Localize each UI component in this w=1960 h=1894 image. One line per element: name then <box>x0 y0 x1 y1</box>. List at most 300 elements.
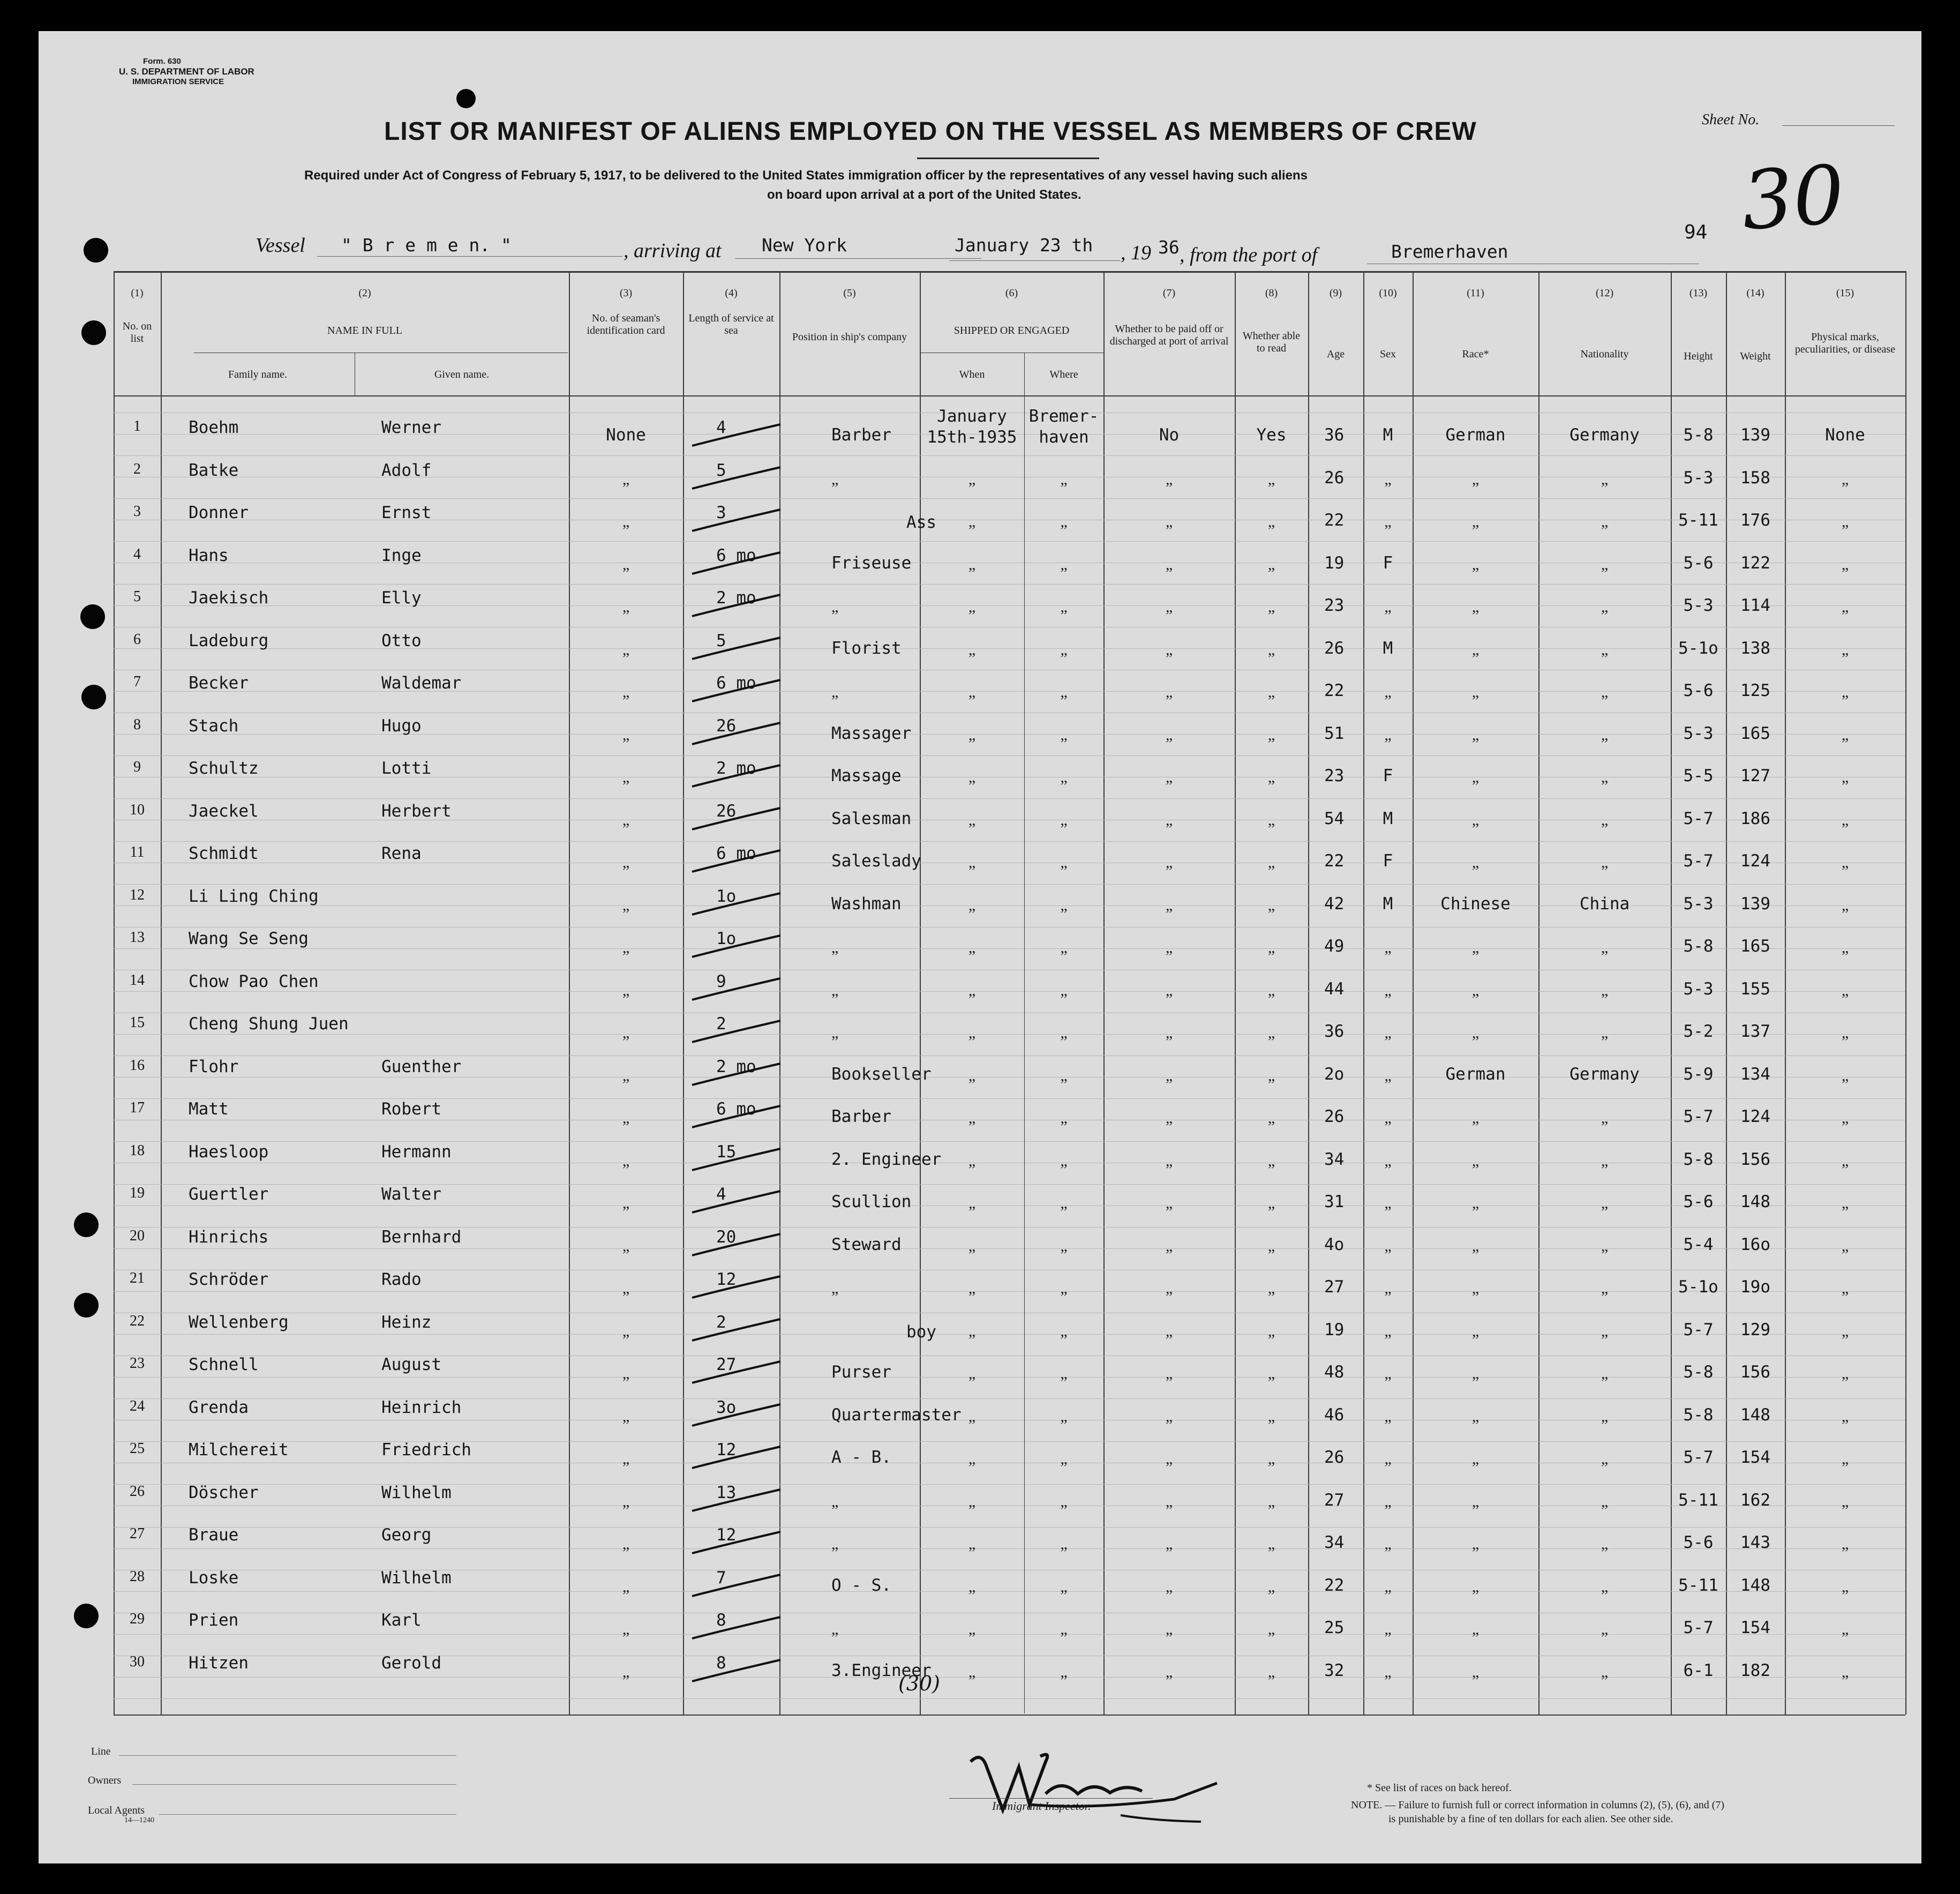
cell-service: 8 <box>716 1611 726 1630</box>
ditto-mark: „ <box>1060 1024 1068 1042</box>
ditto-mark: „ <box>1601 1407 1609 1425</box>
ditto-mark: „ <box>622 683 630 701</box>
cell-position: O - S. <box>831 1575 891 1595</box>
cell-weight: 165 <box>1740 937 1770 956</box>
cell-race: German <box>1445 1064 1506 1084</box>
cell-no: 15 <box>130 1014 145 1031</box>
ditto-mark: „ <box>1841 1620 1849 1638</box>
cell-age: 48 <box>1324 1363 1345 1382</box>
ditto-mark: „ <box>1384 1663 1392 1681</box>
service-strike-mark <box>681 590 788 623</box>
ditto-mark: „ <box>1165 1577 1173 1596</box>
column-number: (2) <box>358 287 371 299</box>
cell-when: January 15th-1935 <box>927 407 1017 447</box>
subtitle-line-2: on board upon arrival at a port of the United States. <box>767 188 1082 202</box>
service-strike-mark <box>681 1613 788 1645</box>
cell-no: 13 <box>130 929 145 946</box>
cell-race: German <box>1445 425 1506 445</box>
ditto-mark: „ <box>1601 1237 1609 1255</box>
ditto-mark: „ <box>1267 1450 1275 1468</box>
ditto-mark: „ <box>622 1407 630 1425</box>
ditto-mark: „ <box>1060 1365 1068 1382</box>
cell-service: 7 <box>716 1568 726 1588</box>
cell-age: 26 <box>1324 638 1345 658</box>
ditto-mark: „ <box>1471 1279 1480 1297</box>
ditto-mark: „ <box>1165 1109 1173 1127</box>
cell-given: Ernst <box>381 503 432 522</box>
manifest-sheet <box>39 31 1921 1863</box>
ditto-mark: „ <box>1841 1450 1849 1468</box>
ditto-mark: „ <box>968 470 976 488</box>
column-divider <box>161 271 162 1715</box>
ditto-mark: „ <box>1267 1663 1275 1681</box>
cell-height: 5-2 <box>1683 1022 1714 1041</box>
cell-age: 36 <box>1324 1022 1345 1041</box>
row-rule <box>114 498 1905 499</box>
cell-age: 26 <box>1324 1448 1345 1467</box>
cell-no: 21 <box>130 1270 145 1286</box>
cell-position: Scullion <box>831 1192 912 1211</box>
ditto-mark: „ <box>1601 1322 1609 1340</box>
ditto-mark: „ <box>622 1194 630 1212</box>
ditto-mark: „ <box>1471 1450 1480 1468</box>
column-subheader: Where <box>1049 369 1078 380</box>
ditto-mark: „ <box>1841 1365 1849 1382</box>
cell-no: 24 <box>130 1397 145 1414</box>
cell-family: Flohr <box>189 1057 239 1076</box>
ditto-mark: „ <box>1165 598 1173 616</box>
cell-height: 6-1 <box>1683 1660 1714 1680</box>
ditto-mark: „ <box>1841 1577 1849 1596</box>
cell-weight: 155 <box>1740 979 1770 999</box>
ditto-mark: „ <box>968 1194 976 1212</box>
ditto-mark: „ <box>1060 768 1068 786</box>
cell-age: 27 <box>1324 1277 1345 1297</box>
ditto-mark: „ <box>622 513 630 530</box>
cell-no: 17 <box>130 1099 145 1116</box>
cell-height: 5-7 <box>1683 808 1714 828</box>
cell-marks: None <box>1825 425 1865 445</box>
ditto-mark: „ <box>1165 1066 1173 1084</box>
vessel-label: Vessel <box>256 234 305 257</box>
cell-weight: 156 <box>1740 1149 1770 1169</box>
cell-given: Otto <box>381 631 422 650</box>
ditto-mark: „ <box>1471 1407 1480 1425</box>
cell-position: A - B. <box>831 1448 891 1467</box>
cell-no: 22 <box>130 1312 145 1329</box>
cell-no: 1 <box>133 418 141 435</box>
ditto-mark: „ <box>831 939 839 956</box>
cell-no: 30 <box>130 1653 145 1670</box>
ditto-mark: „ <box>1267 1577 1275 1596</box>
ditto-mark: „ <box>1471 1322 1480 1340</box>
cell-given: Friedrich <box>381 1440 471 1459</box>
cell-given: Wilhelm <box>381 1483 452 1502</box>
ditto-mark: „ <box>1384 1066 1392 1084</box>
cell-weight: 122 <box>1740 553 1770 573</box>
cell-service: 3o <box>716 1397 737 1417</box>
cell-height: 5-8 <box>1683 1149 1714 1169</box>
ditto-mark: „ <box>968 1066 976 1084</box>
ditto-mark: „ <box>1601 1194 1609 1212</box>
ditto-mark: „ <box>1267 1492 1275 1510</box>
column-header: Whether to be paid off or discharged at port of arrival <box>1109 323 1229 347</box>
form-number: Form. 630 <box>143 57 181 66</box>
ditto-mark: „ <box>1601 939 1609 956</box>
ditto-mark: „ <box>1165 811 1173 829</box>
cell-given: August <box>381 1355 441 1374</box>
cell-age: 22 <box>1324 1575 1345 1595</box>
ditto-mark: „ <box>1267 470 1275 488</box>
ditto-mark: „ <box>1060 640 1068 658</box>
ditto-mark: „ <box>1384 1322 1392 1340</box>
cell-given: Gerold <box>381 1653 441 1673</box>
punch-hole <box>74 1293 99 1317</box>
ditto-mark: „ <box>1471 1365 1480 1382</box>
ditto-mark: „ <box>1060 1663 1068 1681</box>
ditto-mark: „ <box>1841 1535 1849 1553</box>
cell-service: 4 <box>716 1185 726 1204</box>
column-number: (10) <box>1379 287 1397 299</box>
ditto-mark: „ <box>1267 555 1275 573</box>
row-rule <box>114 584 1905 585</box>
cell-position: 3.Engineer <box>831 1660 932 1680</box>
row-rule <box>114 841 1905 842</box>
ditto-mark: „ <box>1841 1237 1849 1255</box>
row-rule <box>114 455 1905 456</box>
ditto-mark: „ <box>1601 1365 1609 1382</box>
ditto-mark: „ <box>1384 1279 1392 1297</box>
service-strike-mark <box>681 1397 788 1432</box>
ditto-mark: „ <box>1601 725 1609 744</box>
cell-no: 6 <box>133 631 141 648</box>
ditto-mark: „ <box>622 555 630 573</box>
ditto-mark: „ <box>1601 470 1609 488</box>
cell-family: Jaeckel <box>189 801 259 821</box>
cell-age: 26 <box>1324 468 1345 488</box>
cell-family: Wang Se Seng <box>189 929 309 948</box>
cell-age: 23 <box>1324 596 1345 615</box>
ditto-mark: „ <box>1384 513 1392 530</box>
ditto-mark: „ <box>968 555 976 573</box>
ditto-mark: „ <box>622 1109 630 1127</box>
ditto-mark: „ <box>1841 1492 1849 1510</box>
cell-family: Haesloop <box>189 1142 269 1162</box>
ditto-mark: „ <box>1165 854 1173 871</box>
ditto-mark: „ <box>831 470 839 488</box>
row-rule <box>114 1055 1905 1056</box>
cell-height: 5-8 <box>1683 425 1714 445</box>
ditto-mark: „ <box>831 598 839 616</box>
service-strike-mark <box>681 1528 788 1560</box>
ditto-mark: „ <box>968 513 976 530</box>
ditto-mark: „ <box>622 1322 630 1340</box>
cell-no: 12 <box>130 886 145 903</box>
service-strike-mark <box>681 971 788 1006</box>
total-count: (30) <box>898 1672 941 1695</box>
department-name: U. S. DEPARTMENT OF LABOR <box>119 66 254 77</box>
ditto-mark: „ <box>1471 1237 1480 1255</box>
service-strike-mark <box>681 1102 788 1134</box>
column-header: Age <box>1326 348 1345 360</box>
cell-height: 5-7 <box>1683 1618 1714 1637</box>
ditto-mark: „ <box>1060 896 1068 914</box>
cell-height: 5-4 <box>1683 1234 1714 1254</box>
ditto-mark: „ <box>1841 1024 1849 1042</box>
ditto-mark: „ <box>1267 1535 1275 1553</box>
ditto-mark: „ <box>1841 683 1849 701</box>
ditto-mark: „ <box>1267 725 1275 744</box>
table-bottom-border <box>114 1715 1905 1716</box>
cell-height: 5-6 <box>1683 1192 1714 1211</box>
cell-height: 5-7 <box>1683 1107 1714 1126</box>
column-header: Sex <box>1380 348 1396 360</box>
ditto-mark: „ <box>1384 1450 1392 1468</box>
ditto-mark: „ <box>1384 683 1392 701</box>
cell-family: Li Ling Ching <box>189 886 319 906</box>
ditto-mark: „ <box>622 981 630 999</box>
ditto-mark: „ <box>622 896 630 914</box>
cell-family: Chow Pao Chen <box>189 971 319 991</box>
ditto-mark: „ <box>1601 1620 1609 1638</box>
cell-paid: No <box>1159 425 1180 445</box>
cell-given: Werner <box>381 418 441 437</box>
punch-hole <box>74 1212 99 1237</box>
ditto-mark: „ <box>1060 598 1068 616</box>
ditto-mark: „ <box>968 1577 976 1596</box>
ditto-mark: „ <box>1601 981 1609 999</box>
cell-age: 19 <box>1324 1320 1345 1339</box>
subtitle-line-1: Required under Act of Congress of February 5, 1917, to be delivered to the United States immigration officer by the representatives of any vessel having such aliens <box>304 168 1308 183</box>
ditto-mark: „ <box>968 1109 976 1127</box>
cell-no: 20 <box>130 1227 145 1244</box>
ditto-mark: „ <box>622 1066 630 1084</box>
ditto-mark: „ <box>1384 981 1392 999</box>
cell-service: 12 <box>716 1270 737 1289</box>
cell-age: 32 <box>1324 1660 1345 1680</box>
cell-service: 2 mo <box>716 759 756 778</box>
column-subheader: Given name. <box>434 369 490 380</box>
cell-weight: 158 <box>1740 468 1770 488</box>
ditto-mark: „ <box>1165 768 1173 786</box>
column-number: (6) <box>1005 287 1018 299</box>
ditto-mark: „ <box>1060 470 1068 488</box>
ditto-mark: „ <box>968 1492 976 1510</box>
cell-given: Heinz <box>381 1312 432 1332</box>
penalty-note-line-1: NOTE. — Failure to furnish full or correct information in columns (2), (5), (6), and (7) <box>1351 1799 1725 1811</box>
cell-height: 5-9 <box>1683 1064 1714 1084</box>
cell-age: 36 <box>1324 425 1345 445</box>
cell-weight: 148 <box>1740 1405 1770 1425</box>
cell-age: 25 <box>1324 1618 1345 1637</box>
punch-hole <box>74 1604 99 1628</box>
cell-position: Quartermaster <box>831 1405 962 1425</box>
cell-given: Herbert <box>381 801 452 821</box>
ditto-mark: „ <box>1471 768 1480 786</box>
ditto-mark: „ <box>1841 811 1849 829</box>
cell-family: Hitzen <box>189 1653 249 1673</box>
cell-age: 54 <box>1324 808 1345 828</box>
column-number: (8) <box>1265 287 1278 299</box>
column-header: Physical marks, peculiarities, or disease <box>1794 331 1896 355</box>
ditto-mark: „ <box>1841 1322 1849 1340</box>
service-strike-mark <box>681 1272 788 1304</box>
row-rule <box>114 1098 1905 1099</box>
service-strike-mark <box>681 633 788 665</box>
cell-position: Ass <box>906 513 936 532</box>
ditto-mark: „ <box>1471 1194 1480 1212</box>
ditto-mark: „ <box>1841 513 1849 530</box>
column-header: No. on list <box>122 320 152 345</box>
column-divider <box>1308 271 1309 1715</box>
ditto-mark: „ <box>1601 513 1609 530</box>
ditto-mark: „ <box>1601 1577 1609 1596</box>
ditto-mark: „ <box>1471 640 1480 658</box>
ditto-mark: „ <box>1165 640 1173 658</box>
ditto-mark: „ <box>968 683 976 701</box>
ditto-mark: „ <box>1165 981 1173 999</box>
owners-underline <box>132 1784 456 1785</box>
arrival-port: New York <box>762 235 847 256</box>
service-strike-mark <box>681 1570 788 1603</box>
ditto-mark: „ <box>1841 1407 1849 1425</box>
cell-height: 5-6 <box>1683 681 1714 700</box>
cell-family: Batke <box>189 460 239 480</box>
cell-height: 5-8 <box>1683 1363 1714 1382</box>
punch-hole <box>84 238 108 263</box>
cell-age: 23 <box>1324 766 1345 785</box>
column-number: (15) <box>1836 287 1854 299</box>
cell-given: Adolf <box>381 460 432 480</box>
ditto-mark: „ <box>1471 1535 1480 1553</box>
cell-no: 26 <box>130 1483 145 1500</box>
column-number: (1) <box>131 287 144 299</box>
ditto-mark: „ <box>1384 1194 1392 1212</box>
cell-family: Guertler <box>189 1185 269 1204</box>
cell-weight: 154 <box>1740 1618 1770 1637</box>
page-mark: 94 <box>1684 221 1708 243</box>
cell-height: 5-11 <box>1678 1490 1718 1510</box>
inspector-label: Immigrant Inspector. <box>992 1799 1091 1813</box>
cell-service: 9 <box>716 971 726 991</box>
column-header: Position in ship's company <box>792 331 907 343</box>
ditto-mark: „ <box>1384 1365 1392 1382</box>
ditto-mark: „ <box>1060 513 1068 530</box>
ditto-mark: „ <box>968 1024 976 1042</box>
cell-nationality: Germany <box>1569 425 1640 445</box>
ditto-mark: „ <box>622 640 630 658</box>
cell-weight: 182 <box>1740 1660 1770 1680</box>
ditto-mark: „ <box>1267 768 1275 786</box>
ditto-mark: „ <box>622 1535 630 1553</box>
cell-position: Friseuse <box>831 553 912 573</box>
service-strike-mark <box>681 1144 788 1177</box>
service-strike-mark <box>681 676 788 708</box>
sheet-number-underline <box>1782 125 1895 126</box>
cell-weight: 137 <box>1740 1022 1770 1041</box>
cell-age: 27 <box>1324 1490 1345 1510</box>
column-header: NAME IN FULL <box>327 325 402 336</box>
ditto-mark: „ <box>1267 1620 1275 1638</box>
service-strike-mark <box>681 1187 788 1219</box>
cell-height: 5-6 <box>1683 1533 1714 1552</box>
ditto-mark: „ <box>968 896 976 914</box>
ditto-mark: „ <box>622 470 630 488</box>
ditto-mark: „ <box>1384 1620 1392 1638</box>
cell-sex: M <box>1383 638 1393 658</box>
service-strike-mark <box>681 886 788 921</box>
ditto-mark: „ <box>1267 1194 1275 1212</box>
ditto-mark: „ <box>968 981 976 999</box>
ditto-mark: „ <box>1165 683 1173 701</box>
column-number: (7) <box>1162 287 1176 299</box>
cell-weight: 156 <box>1740 1363 1770 1382</box>
cell-family: Wellenberg <box>189 1312 289 1332</box>
cell-no: 16 <box>130 1057 145 1074</box>
cell-family: Hans <box>189 545 229 565</box>
ditto-mark: „ <box>1384 470 1392 488</box>
ditto-mark: „ <box>622 1365 630 1382</box>
ditto-mark: „ <box>1471 1024 1480 1042</box>
ditto-mark: „ <box>1601 640 1609 658</box>
ditto-mark: „ <box>968 1407 976 1425</box>
cell-sex: M <box>1383 808 1393 828</box>
cell-service: 26 <box>716 801 737 821</box>
ditto-mark: „ <box>1841 1279 1849 1297</box>
cell-weight: 127 <box>1740 766 1770 785</box>
ditto-mark: „ <box>968 640 976 658</box>
cell-age: 49 <box>1324 937 1345 956</box>
cell-service: 6 mo <box>716 1099 756 1119</box>
ditto-mark: „ <box>1471 939 1480 956</box>
cell-sex: F <box>1383 766 1393 785</box>
cell-service: 4 <box>716 418 726 437</box>
cell-family: Grenda <box>189 1397 249 1417</box>
races-note: * See list of races on back hereof. <box>1367 1782 1512 1794</box>
ditto-mark: „ <box>1060 1279 1068 1297</box>
ditto-mark: „ <box>1384 1024 1392 1042</box>
ditto-mark: „ <box>1267 1322 1275 1340</box>
from-port: Bremerhaven <box>1391 241 1508 262</box>
service-strike-mark <box>681 761 788 793</box>
service-strike-mark <box>681 420 788 452</box>
cell-weight: 165 <box>1740 723 1770 743</box>
cell-no: 18 <box>130 1142 145 1159</box>
penalty-note-line-2: is punishable by a fine of ten dollars for each alien. See other side. <box>1388 1813 1673 1825</box>
ditto-mark: „ <box>1060 1535 1068 1553</box>
ditto-mark: „ <box>1060 1322 1068 1340</box>
ditto-mark: „ <box>968 1620 976 1638</box>
service-strike-mark <box>681 460 788 495</box>
ditto-mark: „ <box>1841 939 1849 956</box>
ditto-mark: „ <box>1471 470 1480 488</box>
ditto-mark: „ <box>622 1620 630 1638</box>
cell-no: 7 <box>133 673 141 690</box>
cell-age: 34 <box>1324 1149 1345 1169</box>
ditto-mark: „ <box>622 1237 630 1255</box>
cell-service: 1o <box>716 886 737 906</box>
ditto-mark: „ <box>1601 1535 1609 1553</box>
ditto-mark: „ <box>1267 981 1275 999</box>
service-name: IMMIGRATION SERVICE <box>132 77 224 86</box>
ditto-mark: „ <box>968 768 976 786</box>
cell-no: 11 <box>130 844 145 860</box>
inspector-underline <box>949 1798 1153 1799</box>
cell-given: Waldemar <box>381 673 462 693</box>
ditto-mark: „ <box>1165 1237 1173 1255</box>
cell-family: Ladeburg <box>189 631 269 650</box>
cell-age: 22 <box>1324 851 1345 871</box>
